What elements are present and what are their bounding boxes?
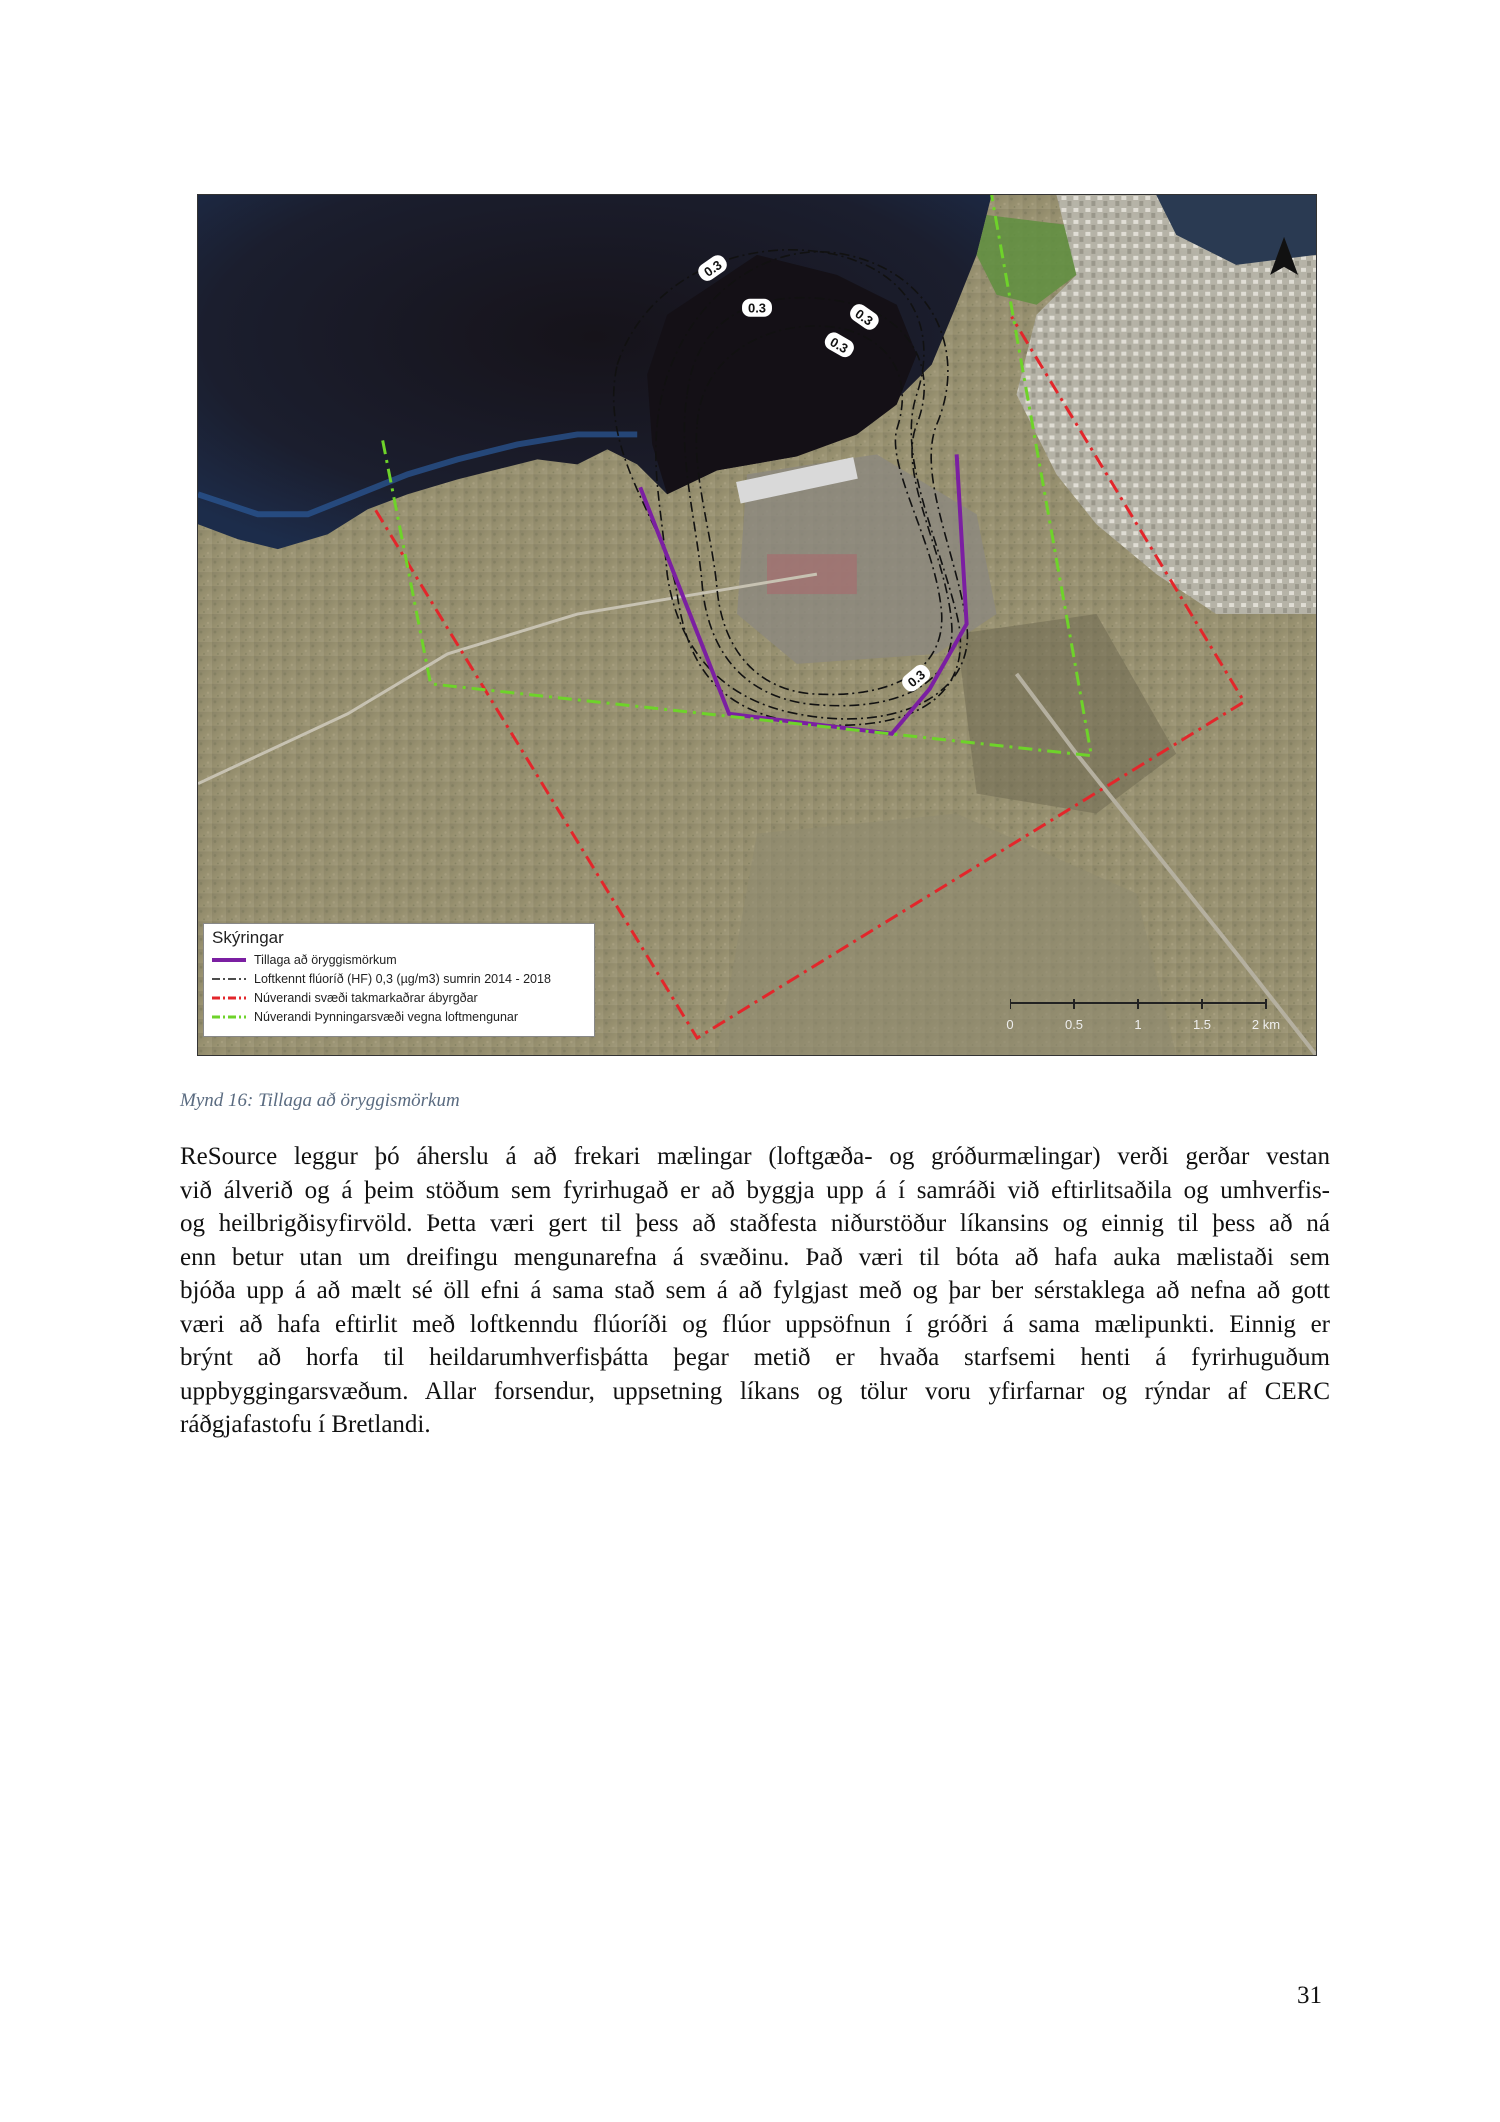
legend-label: Núverandi svæði takmarkaðrar ábyrgðar [254,990,478,1005]
scale-tick-label: 0.5 [1064,1017,1084,1032]
scale-tick-label: 2 km [1251,1017,1281,1032]
legend-swatch-red-dashdot [212,994,246,1002]
contour-label-text: 0.3 [852,305,876,329]
map-figure [197,194,1317,1056]
scale-tick-label: 0 [1006,1017,1014,1032]
body-line: við álverið og á þeim stöðum sem fyrirhugað er að byggja upp á í samráði við eftirlitsaðila og umhverfis- [180,1176,1330,1204]
body-line: og heilbrigðisyfirvöld. Þetta væri gert til þess að staðfesta niðurstöður líkansins og einnig til þess að ná [180,1210,1330,1237]
body-paragraph [180,1140,1330,1442]
scale-bar-line [1010,997,1310,1017]
legend-item-proposal [212,950,586,969]
legend-label: Tillaga að öryggismörkum [254,952,397,967]
body-line: væri að hafa eftirlit með loftkenndu flúoríði og flúor uppsöfnun í gróðri á sama mælipunkti. Einnig er [180,1310,1330,1338]
body-line: enn betur utan um dreifingu mengunarefna á svæðinu. Það væri til bóta að hafa auka mælistaði sem [180,1243,1330,1271]
figure-caption: Mynd 16: Tillaga að öryggismörkum [180,1090,460,1111]
contour-label-text: 0.3 [904,666,929,691]
body-line: ReSource leggur þó áherslu á að frekari mælingar (loftgæða- og gróðurmælingar) verði gerðar vestan [180,1143,1330,1170]
legend-swatch-green-dashdot [212,1013,246,1021]
body-line: uppbyggingarsvæðum. Allar forsendur, uppsetning líkans og tölur voru yfirfarnar og rýndar af CERC [180,1377,1330,1405]
contour-label-text: 0.3 [747,300,767,316]
scale-tick-label: 1 [1134,1017,1142,1032]
page-number: 31 [1297,1982,1322,2009]
legend-swatch-black-dashdot [212,975,246,983]
legend-label: Loftkennt flúoríð (HF) 0,3 (µg/m3) sumrin 2014 - 2018 [254,971,551,986]
contour-label [742,299,772,317]
body-line: ráðgjafastofu í Bretlandi. [180,1411,431,1438]
scale-bar [1006,997,1310,1045]
contour-label-text: 0.3 [701,257,725,280]
body-line: brýnt að horfa til heildarumhverfisþátta þegar metið er hvaða starfsemi henti á fyrirhuguðum [180,1344,1330,1371]
map-legend [203,923,595,1037]
legend-item-restricted [212,988,586,1007]
contour-label-text: 0.3 [827,334,851,357]
body-line: bjóða upp á að mælt sé öll efni á sama stað sem á að fylgjast með og þar ber sérstaklega að nefna að gott [180,1277,1330,1304]
legend-label: Núverandi Þynningarsvæði vegna loftmengunar [254,1009,519,1024]
legend-item-hf [212,969,586,988]
scale-tick-label: 1.5 [1192,1017,1212,1032]
legend-title: Skýringar [212,928,284,947]
legend-swatch-purple-line [212,956,246,964]
legend-item-dilution [212,1007,586,1026]
